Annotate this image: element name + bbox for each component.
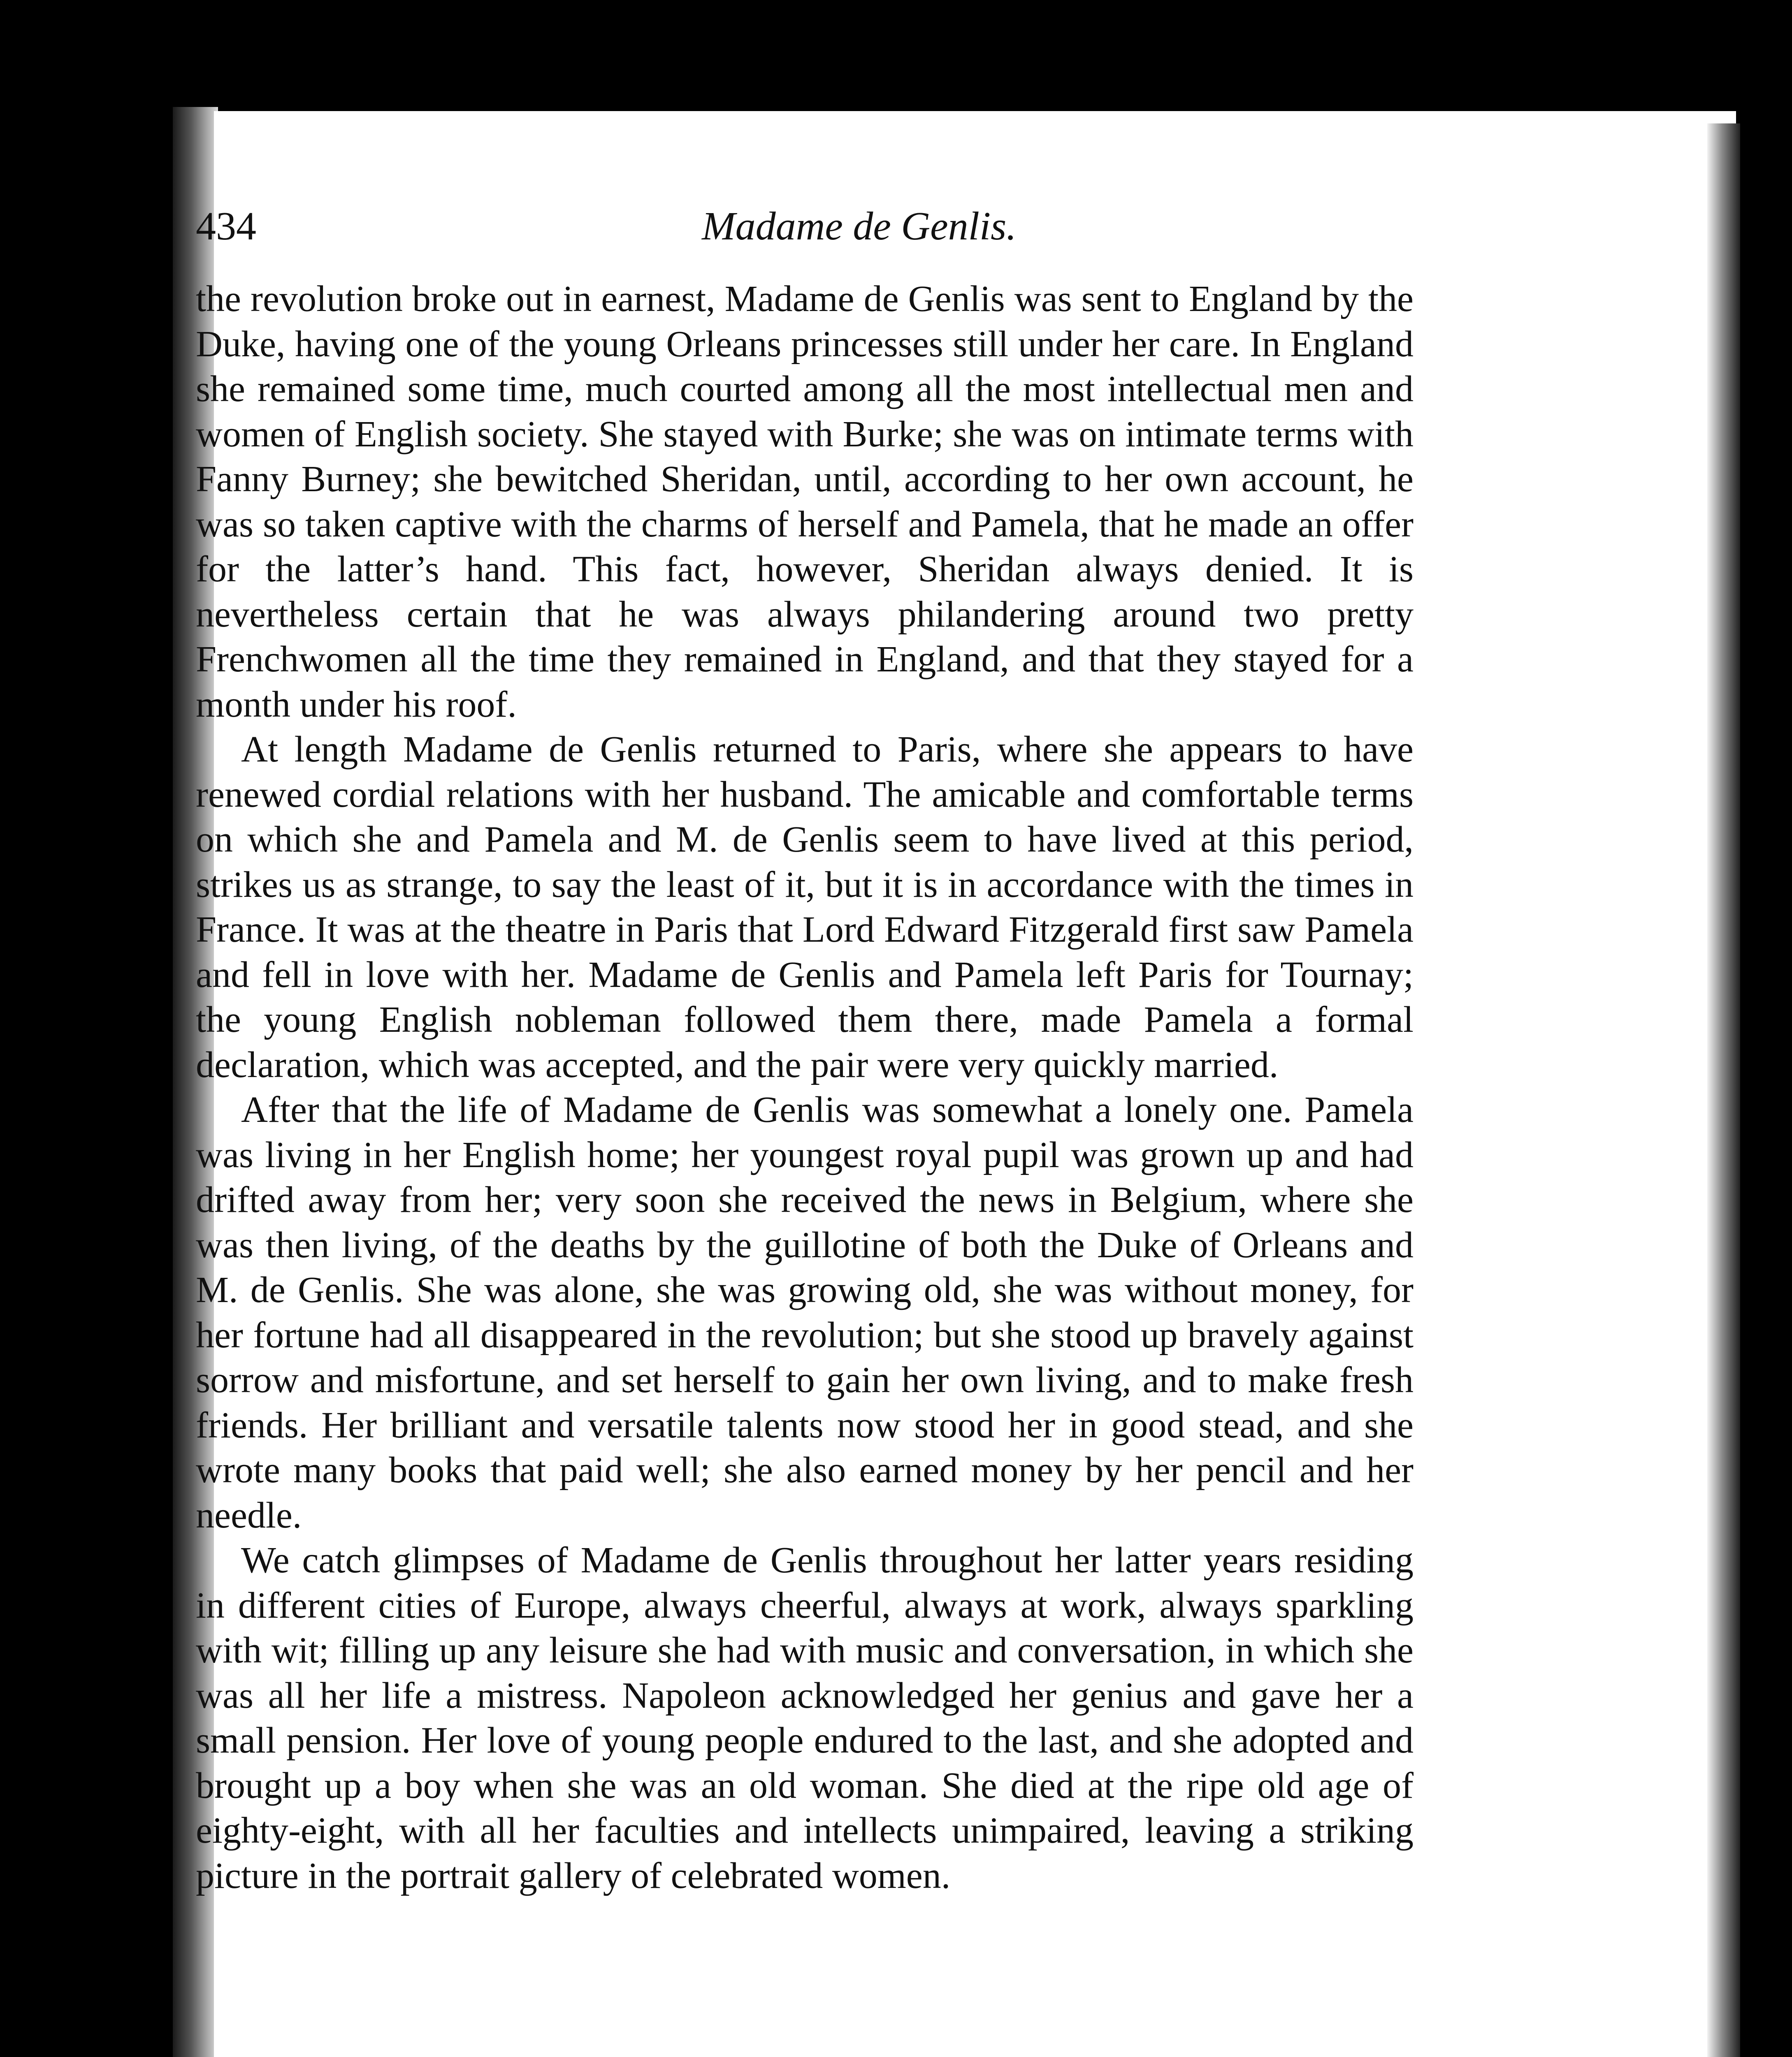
- running-head: Madame de Genlis.: [702, 204, 1017, 248]
- page-header: [196, 197, 1282, 255]
- page-number: 434: [196, 204, 256, 248]
- scan-right-edge: [1707, 123, 1740, 2057]
- paragraph-2: At length Madame de Genlis returned to Paris, where she appears to have renewed cordial relations with her husband. The amicable and comfortable terms on which she and Pamela and M. de Genlis seem to have lived at this period, strikes us as strange, to say the least of it, but it is in accordance with the times in France. It was at the theatre in Paris that Lord Edward Fitzgerald first saw Pamela and fell in love with her. Madame de Genlis and Pamela left Paris for Tournay; the young English nobleman followed them there, made Pamela a formal declaration, which was accepted, and the pair were very quickly married.: [196, 729, 1414, 1085]
- paragraph-3: After that the life of Madame de Genlis was somewhat a lonely one. Pamela was living in her English home; her youngest royal pupil was grown up and had drifted away from her; very soon she received the news in Belgium, where she was then living, of the deaths by the guillotine of both the Duke of Orleans and M. de Genlis. She was alone, she was growing old, she was without money, for her fortune had all disappeared in the revolution; but she stood up bravely against sorrow and misfortune, and set herself to gain her own living, and to make fresh friends. Her brilliant and versatile talents now stood her in good stead, and she wrote many books that paid well; she also earned money by her pencil and her needle.: [196, 1089, 1414, 1536]
- body-text: [196, 276, 1414, 1898]
- paragraph-4: We catch glimpses of Madame de Genlis throughout her latter years residing in different cities of Europe, always cheerful, always at work, always sparkling with wit; filling up any leisure she had with music and conversation, in which she was all her life a mistress. Napoleon acknowledged her genius and gave her a small pension. Her love of young people endured to the last, and she adopted and brought up a boy when she was an old woman. She died at the ripe old age of eighty-eight, with all her faculties and intellects unimpaired, leaving a striking picture in the portrait gallery of celebrated women.: [196, 1540, 1414, 1896]
- paragraph-1: the revolution broke out in earnest, Madame de Genlis was sent to England by the Duke, having one of the young Orleans princesses still under her care. In England she remained some time, much courted among all the most intellectual men and women of English society. She stayed with Burke; she was on intimate terms with Fanny Burney; she bewitched Sheridan, until, according to her own account, he was so taken captive with the charms of herself and Pamela, that he made an offer for the latter’s hand. This fact, however, Sheridan always denied. It is nevertheless certain that he was always philandering around two pretty Frenchwomen all the time they remained in England, and that they stayed for a month under his roof.: [196, 279, 1414, 725]
